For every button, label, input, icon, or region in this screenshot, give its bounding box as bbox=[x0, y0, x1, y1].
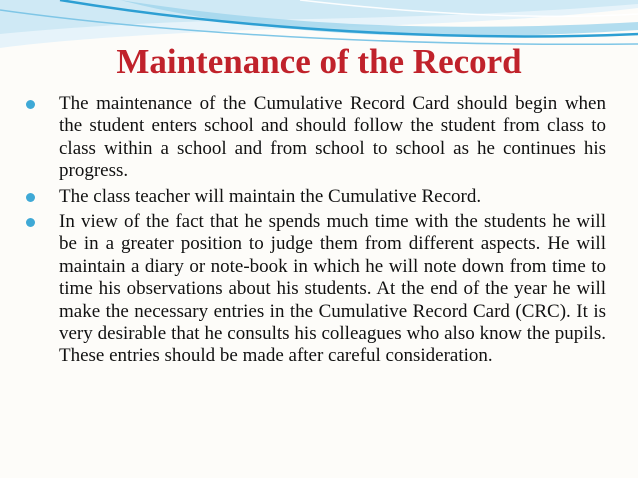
slide-title: Maintenance of the Record bbox=[116, 42, 522, 81]
bullet-text: In view of the fact that he spends much time with the students he will be in a greater position to judge them from different aspects. He will maintain a diary or note-book in which he will note down from time to time his observations about his students. At the end of the year he will make the necessary entries in the Cumulative Record Card (CRC). It is very desirable that he consults his colleagues who also know the pupils. These entries should be made after careful consideration. bbox=[59, 211, 606, 367]
bullet-text: The maintenance of the Cumulative Record Card should begin when the student enters school and should follow the student from class to class within a school and from school to school as he continues his progress. bbox=[59, 93, 606, 182]
bullet-text: The class teacher will maintain the Cumulative Record. bbox=[59, 185, 482, 207]
bullet-item bbox=[24, 93, 606, 183]
bullet-icon bbox=[26, 100, 35, 109]
bullet-item bbox=[24, 186, 606, 208]
bullet-list bbox=[24, 93, 606, 371]
bullet-icon bbox=[26, 218, 35, 227]
bullet-item bbox=[24, 211, 606, 368]
bullet-icon bbox=[26, 193, 35, 202]
